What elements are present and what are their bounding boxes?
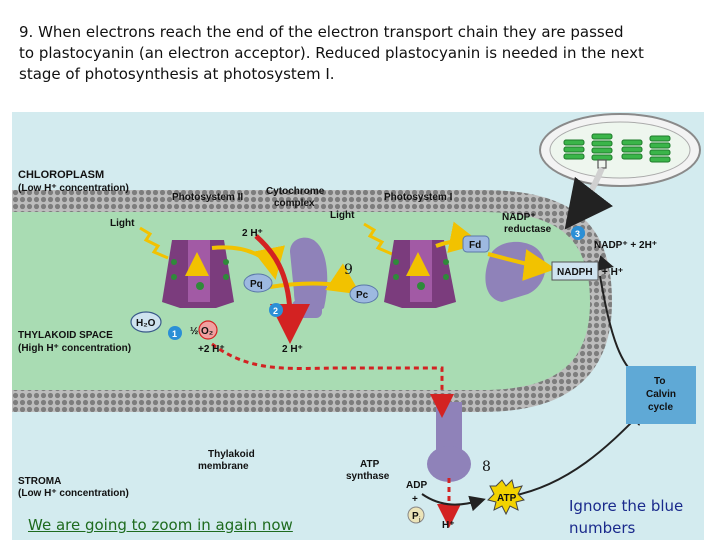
pi-sub-label: i — [419, 517, 421, 524]
question-line-2: to plastocyanin (an electron acceptor). Reduced plastocyanin is needed in the next — [19, 44, 644, 62]
o2-label: O₂ — [201, 326, 214, 337]
photosystem-i-icon — [384, 240, 456, 308]
h-plus-label-top: 2 H⁺ — [242, 228, 263, 239]
atp-label: ATP — [497, 493, 517, 504]
ignore-note — [569, 495, 683, 539]
annotation-9: 9 — [344, 262, 353, 278]
zoom-note: We are going to zoom in again now — [28, 516, 293, 534]
calvin-label-2: Calvin — [646, 389, 677, 400]
h-plus-2b-label: 2 H⁺ — [282, 344, 303, 355]
calvin-label-1: To — [654, 376, 666, 387]
question-text — [19, 22, 699, 85]
stroma-top-conc-label: (Low H⁺ concentration) — [18, 183, 129, 194]
thylakoid-membrane-label-2: membrane — [198, 461, 249, 472]
nadp-reductase-label-2: reductase — [504, 224, 552, 235]
thylakoid-membrane-label-1: Thylakoid — [208, 449, 255, 460]
step-3-number: 3 — [575, 229, 581, 239]
adp-label: ADP — [406, 480, 428, 491]
chloroplasm-label: CHLOROPLASM — [18, 169, 105, 181]
h2o-label: H₂O — [136, 318, 156, 329]
question-line-1: 9. When electrons reach the end of the electron transport chain they are passed — [19, 23, 624, 41]
annotation-8: 8 — [482, 459, 491, 475]
pq-label: Pq — [250, 279, 263, 290]
light-right-label: Light — [330, 210, 355, 221]
question-line-3: stage of photosynthesis at photosystem I. — [19, 65, 335, 83]
step-1-number: 1 — [172, 329, 178, 339]
ignore-note-line-2: numbers — [569, 519, 636, 537]
photosystem-ii-icon — [162, 240, 234, 308]
electron-transport-diagram — [12, 112, 704, 540]
thylakoid-space-label: THYLAKOID SPACE — [18, 330, 113, 341]
nadph-label: NADPH — [557, 267, 593, 278]
cytochrome-complex-icon — [290, 238, 327, 318]
thylakoid-space-conc-label: (High H⁺ concentration) — [18, 343, 132, 354]
cytochrome-label-2: complex — [274, 198, 315, 209]
light-left-label: Light — [110, 218, 135, 229]
nadp-reductase-label-1: NADP⁺ — [502, 212, 536, 223]
fd-label: Fd — [469, 240, 482, 251]
photosystem-i-label: Photosystem I — [384, 192, 453, 203]
atp-synthase-label-1: ATP — [360, 459, 380, 470]
calvin-label-3: cycle — [648, 402, 674, 413]
ignore-note-line-1: Ignore the blue — [569, 497, 684, 515]
nadph-h-label: + H⁺ — [602, 267, 624, 278]
stroma-conc-label: (Low H⁺ concentration) — [18, 488, 129, 499]
plus-label: + — [412, 494, 418, 505]
photosystem-ii-label: Photosystem II — [172, 192, 244, 203]
pi-label: P — [412, 511, 419, 522]
pc-label: Pc — [356, 290, 369, 301]
stroma-label: STROMA — [18, 476, 62, 487]
half-label: ½ — [190, 326, 199, 337]
h-plus-bottom-label: H⁺ — [442, 520, 455, 531]
nadp-equation-label: NADP⁺ + 2H⁺ — [594, 240, 658, 251]
step-2-number: 2 — [273, 306, 279, 316]
h-plus-2a-label: +2 H⁺ — [198, 344, 225, 355]
cytochrome-label-1: Cytochrome — [266, 186, 325, 197]
atp-synthase-label-2: synthase — [346, 471, 390, 482]
